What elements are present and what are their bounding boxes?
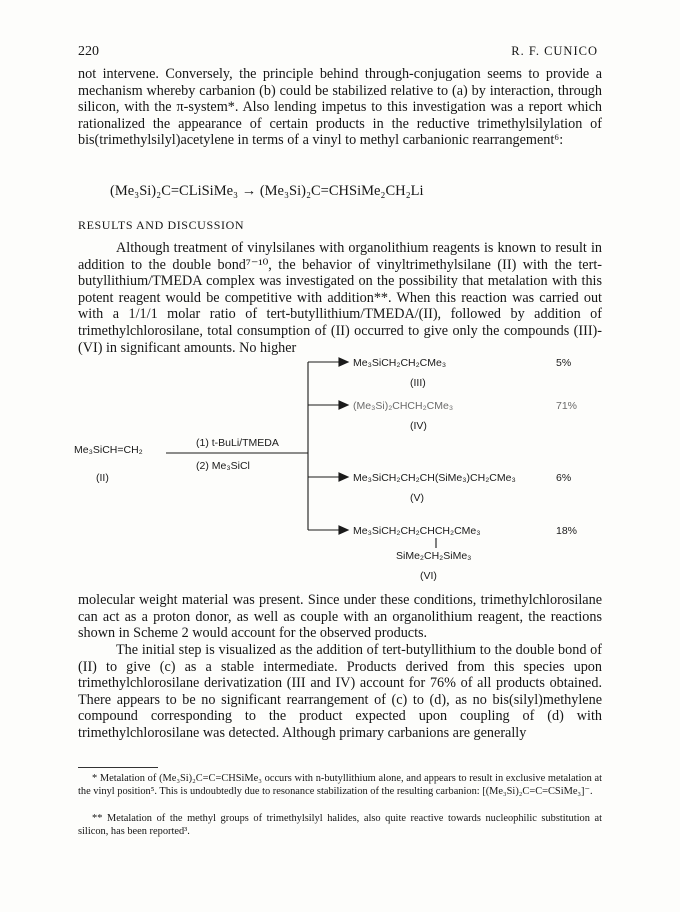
arrowhead-3 xyxy=(339,473,348,481)
product-5-label: (V) xyxy=(410,492,424,504)
results-paragraph-1: Although treatment of vinylsilanes with organolithium reagents is known to result in addition to the double bond⁷⁻¹⁰, the behavior of vinyltrimethylsilane (II) with the tert-butyllithium/TMEDA complex was investigated on the possibility that metalation with this potent reagent would be competitive with addition**. When this reaction was carried out with a 1/1/1 molar ratio of tert-butyllithium/TMEDA/(II), followed by addition of trimethylchlorosilane, total consumption of (II) occurred to give only the compounds (III)-(VI) in significant amounts. No higher xyxy=(78,240,602,356)
reactant-label: (II) xyxy=(96,472,109,484)
product-6-formula: Me₃SiCH₂CH₂CHCH₂CMe₃ xyxy=(353,525,481,537)
results-paragraph-3: The initial step is visualized as the addition of tert-butyllithium to the double bond of (II) to give (c) as a stable intermediate. Products derived from this species upon trimethylchlorosilane derivatization (III and IV) account for 76% of all products obtained. There appears to be no significant rearrangement of (c) to (d), as no bis(silyl)methylene compound corresponding to the product expected upon coupling of (d) with trimethylchlorosilane was detected. Although primary carbanions are generally xyxy=(78,642,602,741)
arrowhead-4 xyxy=(339,526,348,534)
product-3-formula: Me₃SiCH₂CH₂CMe₃ xyxy=(353,357,447,369)
product-4-label: (IV) xyxy=(410,420,427,432)
arrowhead-2 xyxy=(339,401,348,409)
running-head: R. F. CUNICO xyxy=(511,44,598,58)
condition-2: (2) Me₃SiCl xyxy=(196,460,250,472)
results-paragraph-2: molecular weight material was present. Since under these conditions, trimethylchlorosilane can act as a proton donor, as well as couple with an organolithium reagent, the reactions shown in Scheme 2 would account for the observed products. xyxy=(78,592,602,642)
product-6-substituent: SiMe₂CH₂SiMe₃ xyxy=(396,550,472,562)
section-heading: RESULTS AND DISCUSSION xyxy=(78,218,245,232)
product-3-yield: 5% xyxy=(556,357,572,369)
page-number: 220 xyxy=(78,44,99,59)
reactant-formula: Me₃SiCH=CH₂ xyxy=(74,444,143,456)
arrowhead-1 xyxy=(339,358,348,366)
product-6-yield: 18% xyxy=(556,525,578,537)
product-3-label: (III) xyxy=(410,377,426,389)
footnote-rule xyxy=(78,767,158,768)
product-4-formula: (Me₃Si)₂CHCH₂CMe₃ xyxy=(353,400,454,412)
condition-1: (1) t-BuLi/TMEDA xyxy=(196,437,279,449)
rearrangement-equation: (Me₃Si)₂C=CLiSiMe₃ → (Me₃Si)₂C=CHSiMe₂CH₂Li xyxy=(110,183,424,199)
footnote-1: * Metalation of (Me₃Si)₂C=C=CHSiMe₃ occurs with n-butyllithium alone, and appears to result in exclusive metalation at the vinyl position⁵. This is undoubtedly due to resonance stabilization of the resulting carbanion: [(Me₃Si)₂C=C=CSiMe₃]⁻. xyxy=(78,773,602,797)
product-4-yield: 71% xyxy=(556,400,578,412)
product-5-formula: Me₃SiCH₂CH₂CH(SiMe₃)CH₂CMe₃ xyxy=(353,472,516,484)
product-5-yield: 6% xyxy=(556,472,572,484)
footnote-2: ** Metalation of the methyl groups of trimethylsilyl halides, also quite reactive towards nucleophilic substitution at silicon, has been reported³. xyxy=(78,813,602,837)
intro-paragraph: not intervene. Conversely, the principle behind through-conjugation seems to provide a mechanism whereby carbanion (b) could be stabilized relative to (a) by interaction, through silicon, with the π-system*. Also lending impetus to this investigation was a report which rationalized the appearance of certain products in the reductive trimethylsilylation of bis(trimethylsilyl)acetylene in terms of a vinyl to methyl carbanionic rearrangement⁶: xyxy=(78,66,602,149)
product-6-label: (VI) xyxy=(420,570,437,582)
